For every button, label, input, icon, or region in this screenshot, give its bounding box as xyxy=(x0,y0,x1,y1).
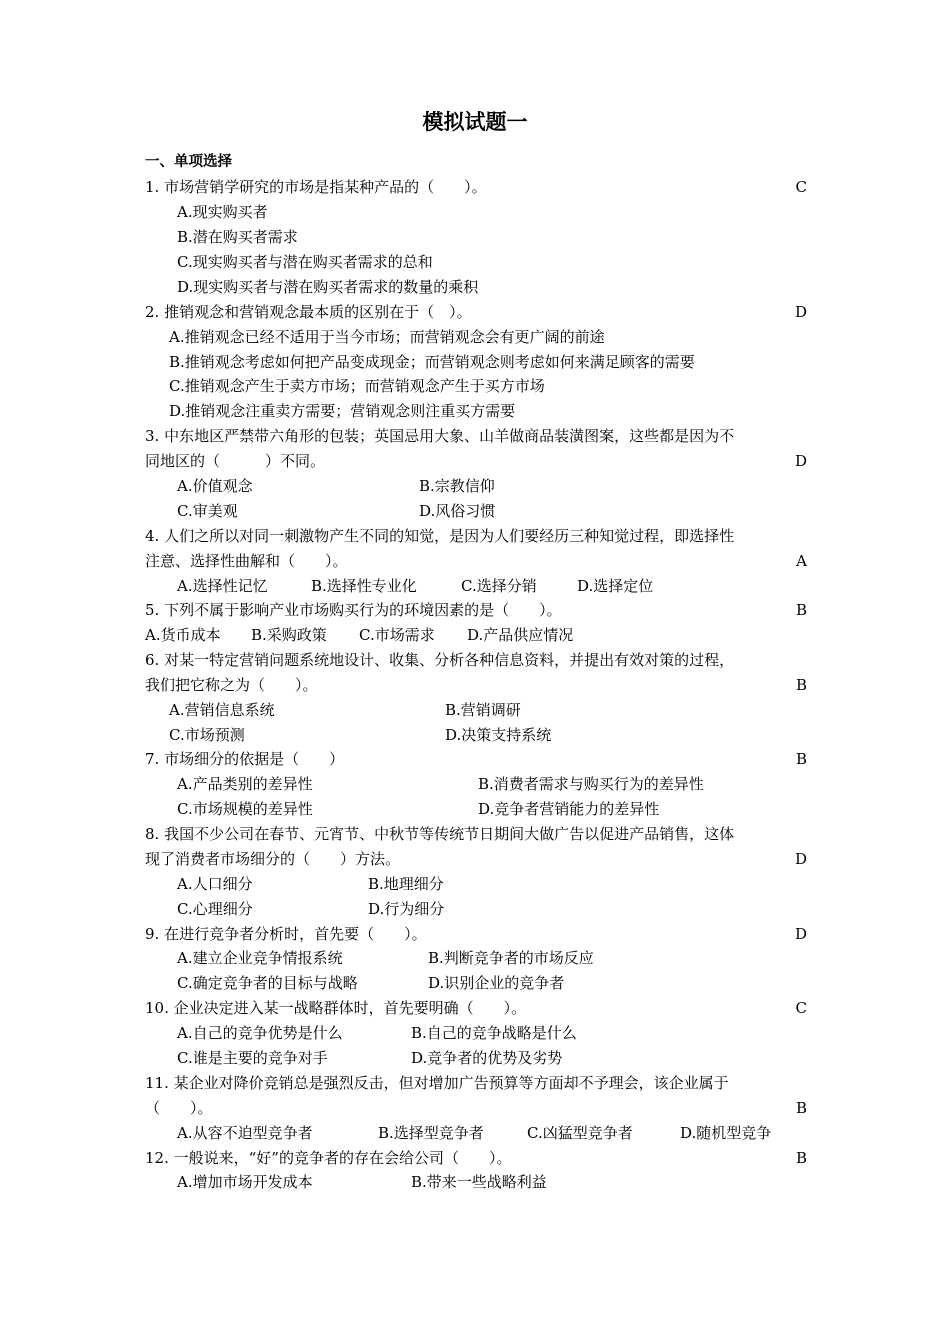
option-c: C.心理细分 xyxy=(177,900,253,918)
question-stem: 2. 推销观念和营销观念最本质的区别在于（ ）。 xyxy=(145,303,472,321)
answer-key: C xyxy=(795,178,807,196)
option-b: B.消费者需求与购买行为的差异性 xyxy=(478,775,704,793)
option-c: C.审美观 xyxy=(177,502,238,520)
option-row xyxy=(145,772,807,797)
answer-key: D xyxy=(794,452,807,470)
option-a: A.人口细分 xyxy=(177,875,253,893)
option-a: A.自己的竞争优势是什么 xyxy=(177,1024,343,1042)
option-c: C.推销观念产生于卖方市场；而营销观念产生于买方市场 xyxy=(169,377,545,395)
option-row xyxy=(145,1046,807,1071)
option-a: A.货币成本 xyxy=(145,626,221,644)
answer-key: B xyxy=(795,750,807,768)
option-b: B.判断竞争者的市场反应 xyxy=(428,949,594,967)
option-row xyxy=(145,574,807,599)
question-8 xyxy=(145,822,807,847)
option-c: C.凶猛型竞争者 xyxy=(527,1124,633,1142)
option-a: A.现实购买者 xyxy=(177,203,268,221)
page-title: 模拟试题一 xyxy=(422,110,528,134)
answer-key: C xyxy=(795,999,807,1017)
question-stem: 9. 在进行竞争者分析时，首先要（ ）。 xyxy=(145,925,427,943)
question-10 xyxy=(145,996,807,1021)
answer-key: B xyxy=(795,601,807,619)
answer-key: B xyxy=(795,1099,807,1117)
question-stem: 8. 我国不少公司在春节、元宵节、中秋节等传统节日期间大做广告以促进产品销售，这体 xyxy=(145,825,735,843)
option-row xyxy=(145,225,807,250)
question-12 xyxy=(145,1146,807,1171)
option-d: D.随机型竞争 xyxy=(680,1124,772,1142)
question-11 xyxy=(145,1071,807,1096)
question-stem: 5. 下列不属于影响产业市场购买行为的环境因素的是（ ）。 xyxy=(145,601,562,619)
question-stem: 10. 企业决定进入某一战略群体时，首先要明确（ ）。 xyxy=(145,999,527,1017)
option-row xyxy=(145,971,807,996)
option-d: D.行为细分 xyxy=(368,900,445,918)
question-stem: （ ）。 xyxy=(145,1099,213,1117)
option-b: B.营销调研 xyxy=(445,701,521,719)
answer-key: A xyxy=(796,552,807,570)
answer-key: D xyxy=(794,303,807,321)
option-row xyxy=(145,474,807,499)
option-b: B.潜在购买者需求 xyxy=(177,228,298,246)
option-b: B.推销观念考虑如何把产品变成现金；而营销观念则考虑如何来满足顾客的需要 xyxy=(169,353,695,371)
option-row xyxy=(145,723,807,748)
option-a: A.推销观念已经不适用于当今市场；而营销观念会有更广阔的前途 xyxy=(169,328,605,346)
question-stem: 1. 市场营销学研究的市场是指某种产品的（ ）。 xyxy=(145,178,487,196)
option-row xyxy=(145,797,807,822)
question-5 xyxy=(145,598,807,623)
option-b: B.自己的竞争战略是什么 xyxy=(411,1024,577,1042)
option-d: D.竞争者的优势及劣势 xyxy=(411,1049,563,1067)
question-6 xyxy=(145,648,807,673)
option-b: B.地理细分 xyxy=(368,875,444,893)
answer-key: B xyxy=(795,1149,807,1167)
question-4 xyxy=(145,524,807,549)
option-row xyxy=(145,623,807,648)
option-d: D.推销观念注重卖方需要；营销观念则注重买方需要 xyxy=(169,402,516,420)
option-c: C.市场需求 xyxy=(359,626,435,644)
option-b: B.选择型竞争者 xyxy=(378,1124,484,1142)
question-4-cont xyxy=(145,549,807,574)
answer-key: D xyxy=(794,850,807,868)
option-d: D.产品供应情况 xyxy=(467,626,574,644)
answer-key: B xyxy=(795,676,807,694)
option-a: A.产品类别的差异性 xyxy=(177,775,313,793)
option-c: C.确定竞争者的目标与战略 xyxy=(177,974,358,992)
answer-key: D xyxy=(794,925,807,943)
option-d: D.风俗习惯 xyxy=(419,502,496,520)
option-d: D.识别企业的竞争者 xyxy=(428,974,565,992)
option-row xyxy=(145,325,807,350)
question-stem: 3. 中东地区严禁带六角形的包装；英国忌用大象、山羊做商品装潢图案，这些都是因为不 xyxy=(145,427,735,445)
option-c: C.选择分销 xyxy=(461,577,537,595)
question-9 xyxy=(145,922,807,947)
option-row xyxy=(145,897,807,922)
question-3 xyxy=(145,424,807,449)
option-c: C.谁是主要的竞争对手 xyxy=(177,1049,328,1067)
question-stem: 注意、选择性曲解和（ ）。 xyxy=(145,552,348,570)
option-a: A.营销信息系统 xyxy=(169,701,275,719)
question-stem: 11. 某企业对降价竞销总是强烈反击，但对增加广告预算等方面却不予理会，该企业属于 xyxy=(145,1074,729,1092)
question-stem: 现了消费者市场细分的（ ）方法。 xyxy=(145,850,401,868)
option-row xyxy=(145,200,807,225)
option-d: D.现实购买者与潜在购买者需求的数量的乘积 xyxy=(177,278,479,296)
option-d: D.选择定位 xyxy=(577,577,654,595)
option-c: C.市场预测 xyxy=(169,726,245,744)
question-stem: 同地区的（ ）不同。 xyxy=(145,452,326,470)
option-c: C.市场规模的差异性 xyxy=(177,800,313,818)
option-c: C.现实购买者与潜在购买者需求的总和 xyxy=(177,253,433,271)
option-a: A.价值观念 xyxy=(177,477,253,495)
question-stem: 我们把它称之为（ ）。 xyxy=(145,676,318,694)
option-a: A.选择性记忆 xyxy=(177,577,268,595)
option-row xyxy=(145,374,807,399)
question-11-cont xyxy=(145,1096,807,1121)
option-row xyxy=(145,1170,807,1195)
option-row xyxy=(145,1121,807,1146)
option-d: D.决策支持系统 xyxy=(445,726,552,744)
question-1 xyxy=(145,175,807,200)
question-stem: 6. 对某一特定营销问题系统地设计、收集、分析各种信息资料，并提出有效对策的过程， xyxy=(145,651,735,669)
option-b: B.采购政策 xyxy=(251,626,327,644)
option-row xyxy=(145,872,807,897)
option-row xyxy=(145,250,807,275)
option-b: B.宗教信仰 xyxy=(419,477,495,495)
option-row xyxy=(145,946,807,971)
question-stem: 12. 一般说来，“好”的竞争者的存在会给公司（ ）。 xyxy=(145,1149,512,1167)
question-8-cont xyxy=(145,847,807,872)
option-row xyxy=(145,1021,807,1046)
question-6-cont xyxy=(145,673,807,698)
option-row xyxy=(145,350,807,375)
section-heading: 一、单项选择 xyxy=(145,154,232,170)
question-stem: 7. 市场细分的依据是（ ） xyxy=(145,750,345,768)
option-row xyxy=(145,399,807,424)
question-stem: 4. 人们之所以对同一刺激物产生不同的知觉，是因为人们要经历三种知觉过程，即选择性 xyxy=(145,527,735,545)
option-row xyxy=(145,275,807,300)
option-b: B.选择性专业化 xyxy=(311,577,417,595)
option-row xyxy=(145,698,807,723)
option-a: A.增加市场开发成本 xyxy=(177,1173,313,1191)
option-row xyxy=(145,499,807,524)
question-2 xyxy=(145,300,807,325)
question-7 xyxy=(145,747,807,772)
option-a: A.建立企业竞争情报系统 xyxy=(177,949,343,967)
option-a: A.从容不迫型竞争者 xyxy=(177,1124,313,1142)
option-d: D.竞争者营销能力的差异性 xyxy=(478,800,660,818)
option-b: B.带来一些战略利益 xyxy=(411,1173,547,1191)
question-3-cont xyxy=(145,449,807,474)
